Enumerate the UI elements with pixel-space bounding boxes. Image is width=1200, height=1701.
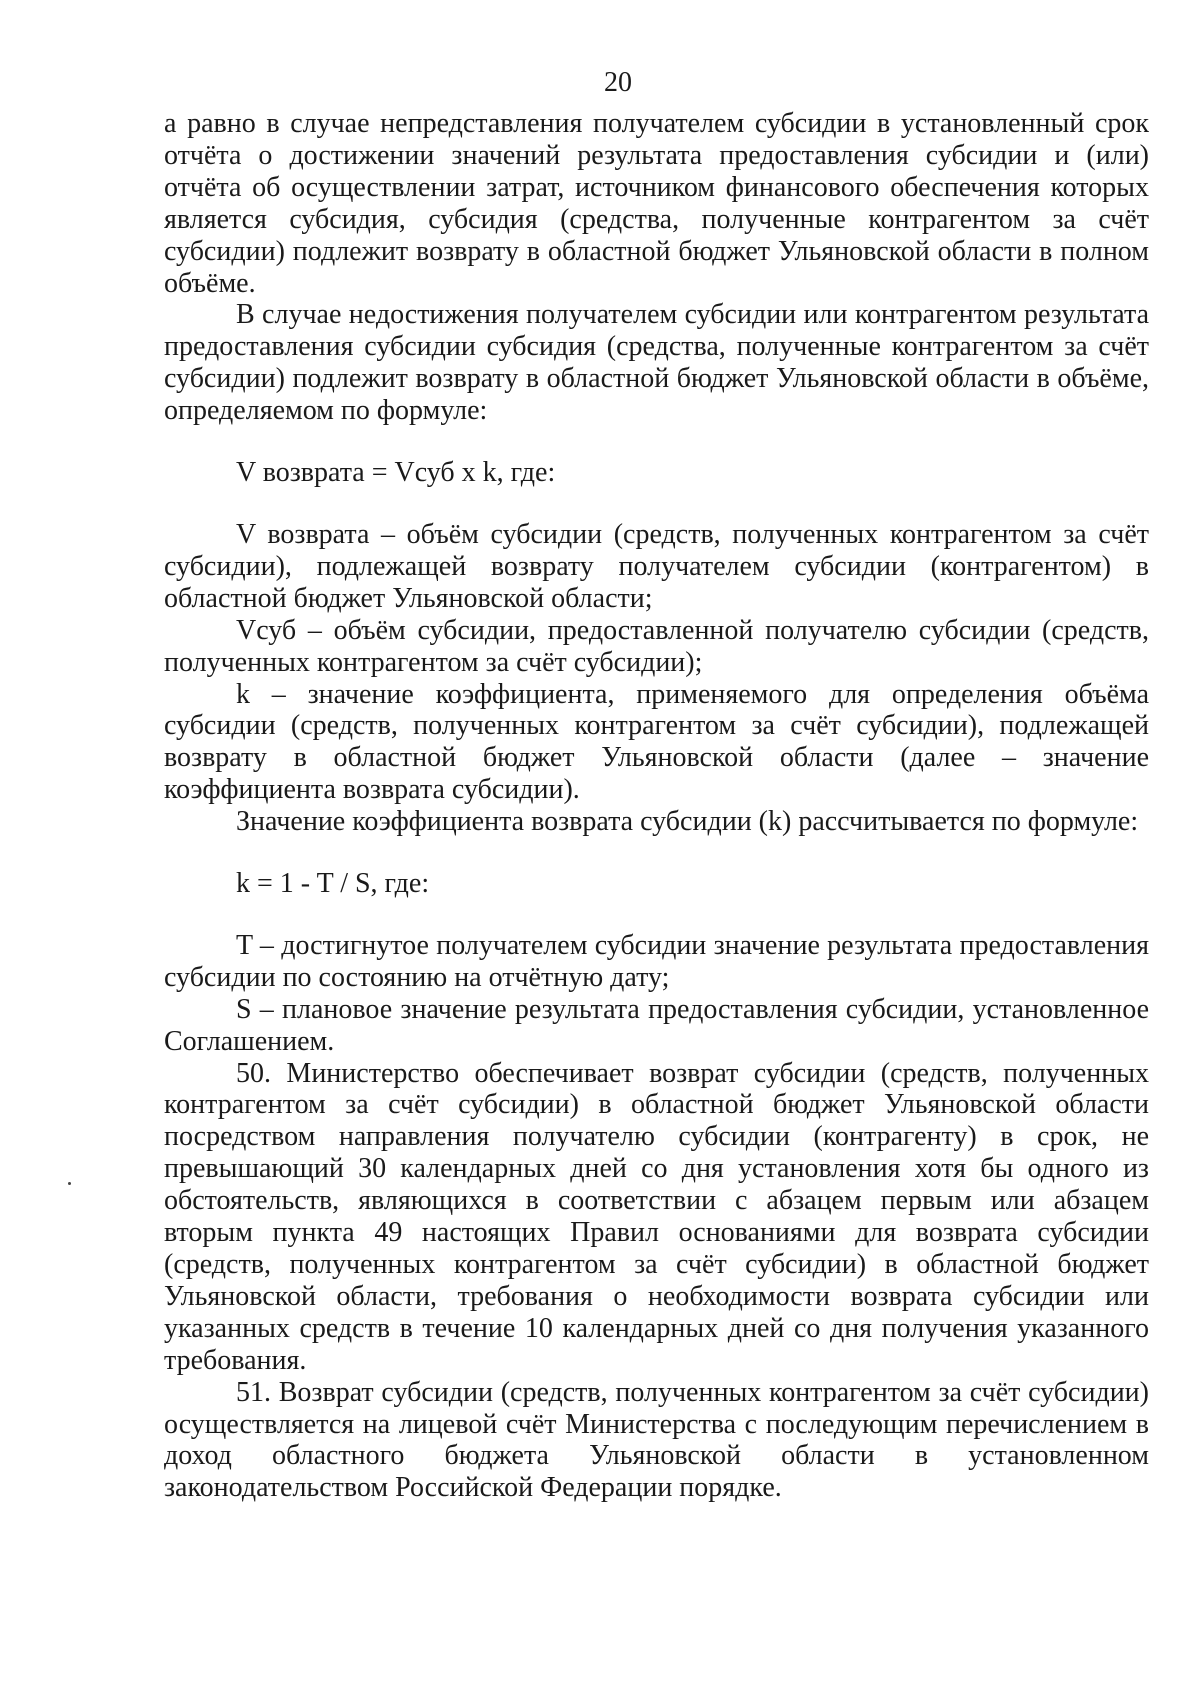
paragraph-50: 50. Министерство обеспечивает возврат субсидии (средств, полученных контрагентом за счёт субсидии) в областной бюджет Ульяновской области посредством направления получателю субсидии (контрагенту) в срок, не превышающий 30 календарных дней со дня установления хотя бы одного из обстоятельств, являющихся в соответствии с абзацем первым или абзацем вторым пункта 49 настоящих Правил основаниями для возврата субсидии (средств, полученных контрагентом за счёт субсидии) в областной бюджет Ульяновской области, требования о необходимости возврата субсидии или указанных средств в течение 10 календарных дней со дня получения указанного требования.	[164, 1057, 1149, 1376]
definition-k: k – значение коэффициента, применяемого для определения объёма субсидии (средств, полученных контрагентом за счёт субсидии), подлежащей возврату в областной бюджет Ульяновской области (далее – значение коэффициента возврата субсидии).	[164, 678, 1149, 806]
definition-v-refund: V возврата – объём субсидии (средств, полученных контрагентом за счёт субсидии), подлежащей возврату получателем субсидии (контрагентом) в областной бюджет Ульяновской области;	[164, 518, 1149, 614]
document-body	[164, 108, 1149, 1504]
definition-t: T – достигнутое получателем субсидии значение результата предоставления субсидии по состоянию на отчётную дату;	[164, 929, 1149, 993]
formula-refund-volume: V возврата = Vсуб x k, где:	[236, 457, 556, 489]
paragraph-coefficient: Значение коэффициента возврата субсидии (k) рассчитывается по формуле:	[236, 806, 1139, 838]
scan-speck	[68, 1182, 71, 1185]
paragraph-51: 51. Возврат субсидии (средств, полученных контрагентом за счёт субсидии) осуществляется на лицевой счёт Министерства с последующим перечислением в доход областного бюджета Ульяновской области в установленном законодательством Российской Федерации порядке.	[164, 1376, 1149, 1504]
page-number: 20	[604, 67, 632, 98]
definition-v-sub: Vсуб – объём субсидии, предоставленной получателю субсидии (средств, полученных контрагентом за счёт субсидии);	[164, 614, 1149, 678]
formula-coefficient: k = 1 - T / S, где:	[236, 868, 430, 900]
definition-s: S – плановое значение результата предоставления субсидии, установленное Соглашением.	[164, 993, 1149, 1057]
paragraph-refund-case: В случае недостижения получателем субсидии или контрагентом результата предоставления субсидии субсидия (средства, полученные контрагентом за счёт субсидии) подлежит возврату в областной бюджет Ульяновской области в объёме, определяемом по формуле:	[164, 299, 1149, 427]
paragraph-continuation: а равно в случае непредставления получателем субсидии в установленный срок отчёта о достижении значений результата предоставления субсидии и (или) отчёта об осуществлении затрат, источником финансового обеспечения которых является субсидия, субсидия (средства, полученные контрагентом за счёт субсидии) подлежит возврату в областной бюджет Ульяновской области в полном объёме.	[164, 108, 1149, 299]
